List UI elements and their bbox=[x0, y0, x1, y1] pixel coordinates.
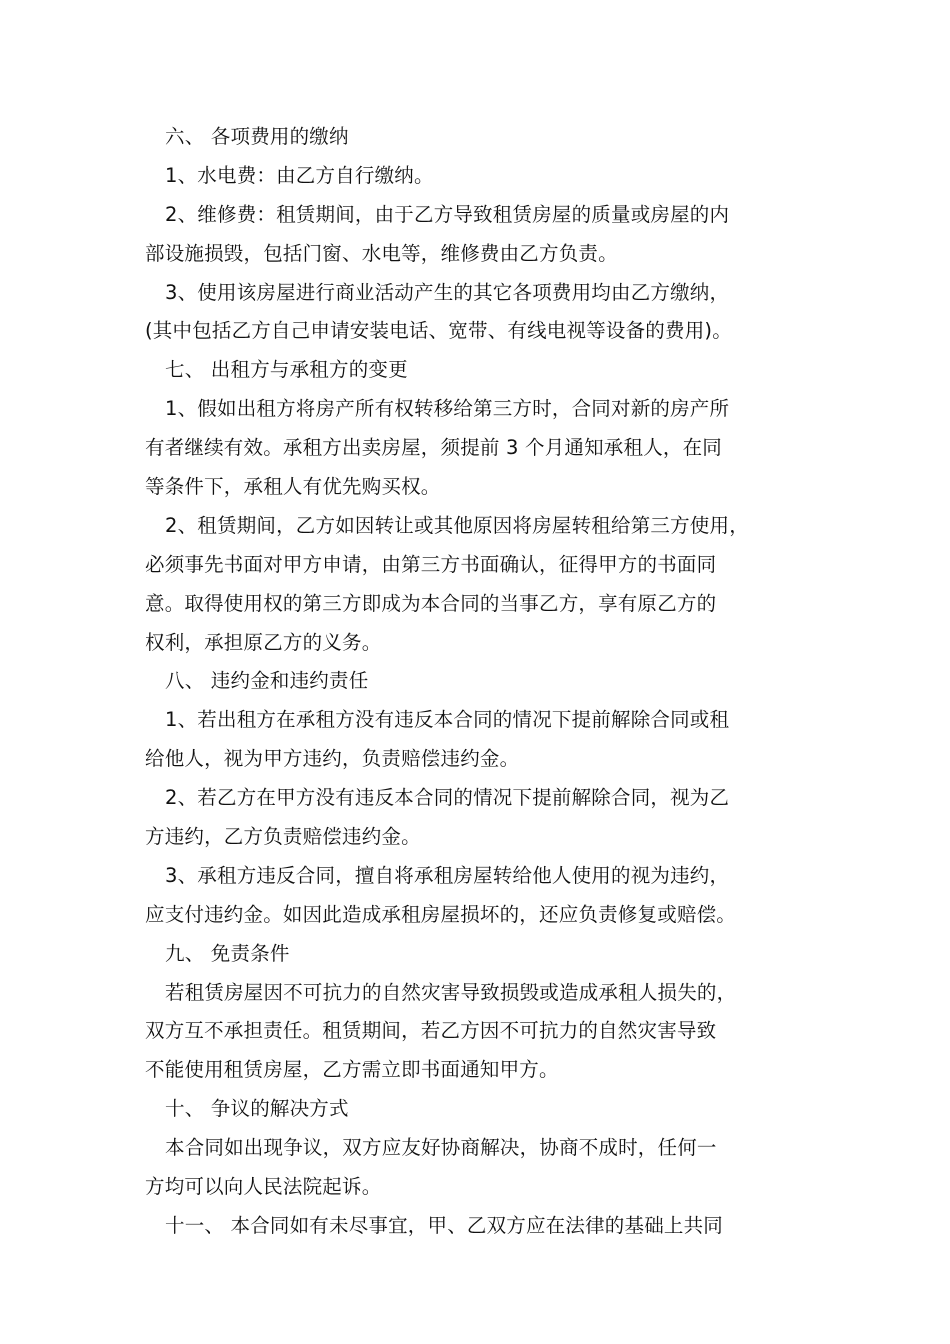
breach-item-3-line-1: 3、承租方违反合同，擅自将承租房屋转给他人使用的视为违约， bbox=[165, 863, 730, 887]
dispute-text-line-2: 方均可以向人民法院起诉。 bbox=[145, 1175, 382, 1199]
breach-item-2-line-1: 2、若乙方在甲方没有违反本合同的情况下提前解除合同，视为乙 bbox=[165, 786, 730, 810]
exemption-text-line-3: 不能使用租赁房屋，乙方需立即书面通知甲方。 bbox=[145, 1058, 559, 1082]
breach-item-1-line-1: 1、若出租方在承租方没有违反本合同的情况下提前解除合同或租 bbox=[165, 708, 730, 732]
party-change-item-2-line-1: 2、租赁期间，乙方如因转让或其他原因将房屋转租给第三方使用， bbox=[165, 513, 749, 537]
dispute-text-line-1: 本合同如出现争议，双方应友好协商解决，协商不成时，任何一 bbox=[165, 1136, 717, 1160]
party-change-item-2-line-3: 意。取得使用权的第三方即成为本合同的当事乙方，享有原乙方的 bbox=[145, 591, 717, 615]
exemption-text-line-1: 若租赁房屋因不可抗力的自然灾害导致损毁或造成承租人损失的， bbox=[165, 980, 737, 1004]
section-heading-dispute: 十、 争议的解决方式 bbox=[165, 1097, 349, 1121]
fees-item-1: 1、水电费：由乙方自行缴纳。 bbox=[165, 163, 434, 187]
party-change-item-2-line-2: 必须事先书面对甲方申请，由第三方书面确认，征得甲方的书面同 bbox=[145, 552, 717, 576]
section-heading-breach: 八、 违约金和违约责任 bbox=[165, 669, 369, 693]
fees-item-3-line-1: 3、使用该房屋进行商业活动产生的其它各项费用均由乙方缴纳， bbox=[165, 280, 730, 304]
party-change-item-1-line-2: 有者继续有效。承租方出卖房屋，须提前 3 个月通知承租人，在同 bbox=[145, 436, 723, 460]
breach-item-3-line-2: 应支付违约金。如因此造成承租房屋损坏的，还应负责修复或赔偿。 bbox=[145, 902, 737, 926]
fees-item-2-line-1: 2、维修费：租赁期间，由于乙方导致租赁房屋的质量或房屋的内 bbox=[165, 202, 730, 226]
party-change-item-1-line-1: 1、假如出租方将房产所有权转移给第三方时，合同对新的房产所 bbox=[165, 397, 730, 421]
section-heading-party-change: 七、 出租方与承租方的变更 bbox=[165, 358, 408, 382]
document-body bbox=[145, 118, 825, 1246]
party-change-item-2-line-4: 权利，承担原乙方的义务。 bbox=[145, 630, 382, 654]
section-heading-other-matters: 十一、 本合同如有未尽事宜，甲、乙双方应在法律的基础上共同 bbox=[165, 1213, 723, 1237]
breach-item-2-line-2: 方违约，乙方负责赔偿违约金。 bbox=[145, 825, 421, 849]
fees-item-3-line-2: (其中包括乙方自己申请安装电话、宽带、有线电视等设备的费用)。 bbox=[145, 319, 732, 343]
fees-item-2-line-2: 部设施损毁，包括门窗、水电等，维修费由乙方负责。 bbox=[145, 241, 618, 265]
breach-item-1-line-2: 给他人，视为甲方违约，负责赔偿违约金。 bbox=[145, 747, 520, 771]
party-change-item-1-line-3: 等条件下，承租人有优先购买权。 bbox=[145, 475, 441, 499]
section-heading-exemption: 九、 免责条件 bbox=[165, 941, 290, 965]
section-heading-fees: 六、 各项费用的缴纳 bbox=[165, 125, 349, 148]
exemption-text-line-2: 双方互不承担责任。租赁期间，若乙方因不可抗力的自然灾害导致 bbox=[145, 1019, 717, 1043]
